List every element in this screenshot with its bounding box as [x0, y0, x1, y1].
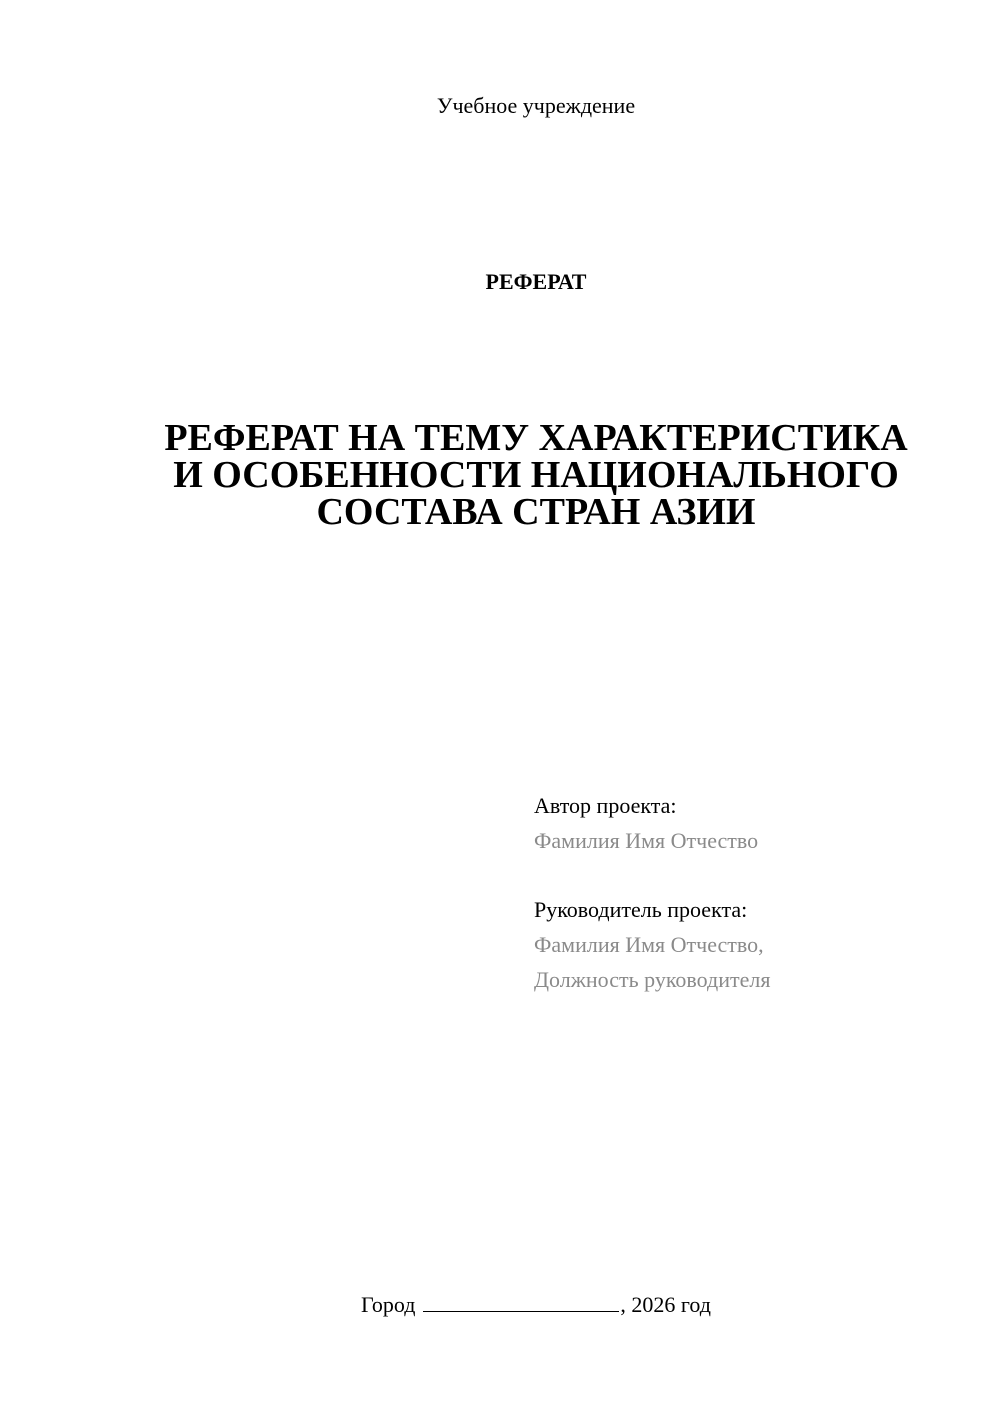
supervisor-position: Должность руководителя	[534, 967, 771, 992]
city-label: Город	[361, 1292, 416, 1317]
document-type: РЕФЕРАТ	[485, 269, 587, 294]
author-name: Фамилия Имя Отчество	[534, 828, 759, 853]
year-text: , 2026 год	[620, 1292, 711, 1317]
city-year-line	[0, 1290, 1000, 1320]
author-label: Автор проекта:	[534, 793, 677, 818]
authors-block	[534, 788, 974, 997]
supervisor-name: Фамилия Имя Отчество,	[534, 932, 764, 957]
institution-name: Учебное учреждение	[436, 93, 636, 118]
document-title	[140, 417, 932, 533]
title-line: И ОСОБЕННОСТИ НАЦИОНАЛЬНОГО	[173, 454, 899, 496]
supervisor-label: Руководитель проекта:	[534, 897, 748, 922]
title-line: РЕФЕРАТ НА ТЕМУ ХАРАКТЕРИСТИКА	[164, 417, 908, 459]
authors-spacer	[534, 858, 974, 892]
title-line: СОСТАВА СТРАН АЗИИ	[316, 491, 756, 533]
city-blank-line	[423, 1291, 619, 1312]
